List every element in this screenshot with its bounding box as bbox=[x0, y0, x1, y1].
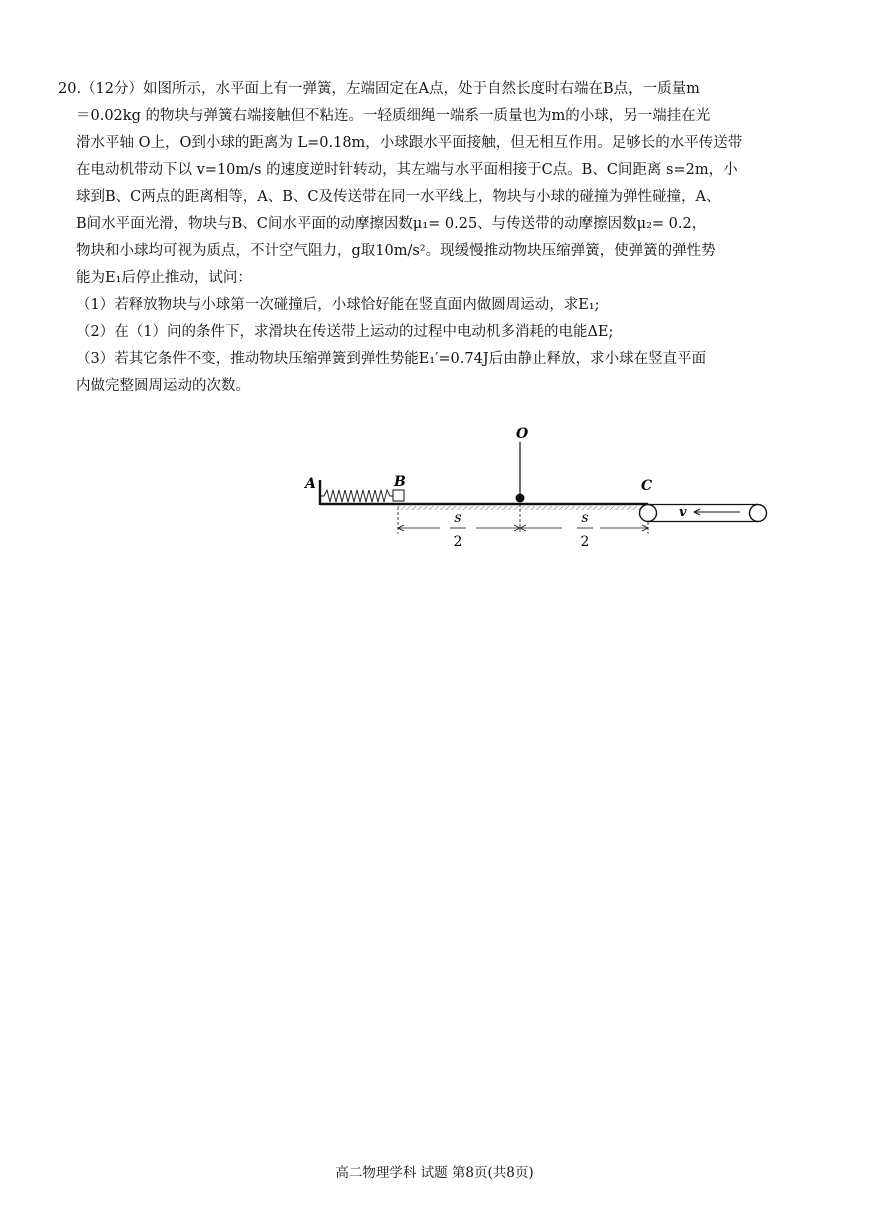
problem-stem-line-6: B间水平面光滑，物块与B、C间水平面的动摩擦因数μ₁= 0.25、与传送带的动摩擦因数μ₂= 0.2， bbox=[76, 216, 707, 232]
problem-stem-line-7: 物块和小球均可视为质点，不计空气阻力，g取10m/s²。现缓慢推动物块压缩弹簧，使弹簧的弹性势 bbox=[76, 243, 716, 259]
label-a: A bbox=[305, 476, 316, 492]
spring bbox=[320, 490, 393, 502]
physics-figure bbox=[300, 418, 780, 558]
question-3-continued: 内做完整圆周运动的次数。 bbox=[76, 378, 250, 394]
label-o: O bbox=[516, 426, 529, 442]
question-3: （3）若其它条件不变，推动物块压缩弹簧到弹性势能E₁′=0.74J后由静止释放，求小球在竖直平面 bbox=[76, 351, 707, 367]
label-c: C bbox=[641, 478, 653, 494]
problem-stem-line-4: 在电动机带动下以 v=10m/s 的速度逆时针转动，其左端与水平面相接于C点。B、C间距离 s=2m，小 bbox=[76, 162, 738, 178]
label-denominator-right: 2 bbox=[580, 534, 590, 550]
page-footer: 高二物理学科 试题 第8页(共8页) bbox=[335, 1165, 534, 1181]
conveyor-right-pulley bbox=[750, 505, 767, 522]
label-b: B bbox=[394, 474, 406, 490]
ball bbox=[516, 494, 525, 503]
question-2: （2）在（1）问的条件下，求滑块在传送带上运动的过程中电动机多消耗的电能ΔE; bbox=[76, 324, 614, 340]
problem-stem-line-1: 20.（12分）如图所示，水平面上有一弹簧，左端固定在A点，处于自然长度时右端在B点，一质量m bbox=[58, 81, 700, 97]
conveyor-left-pulley bbox=[640, 505, 657, 522]
label-s-right: s bbox=[581, 510, 589, 526]
friction-hatch bbox=[398, 506, 648, 510]
problem-stem-line-8: 能为E₁后停止推动，试问： bbox=[76, 270, 252, 286]
question-1: （1）若释放物块与小球第一次碰撞后，小球恰好能在竖直面内做圆周运动，求E₁; bbox=[76, 297, 600, 313]
problem-20 bbox=[58, 76, 818, 400]
block bbox=[393, 490, 404, 501]
label-v: v bbox=[679, 505, 687, 520]
problem-stem-line-5: 球到B、C两点的距离相等，A、B、C及传送带在同一水平线上，物块与小球的碰撞为弹性碰撞，A、 bbox=[76, 189, 721, 205]
figure-svg bbox=[300, 418, 780, 558]
label-denominator-left: 2 bbox=[453, 534, 463, 550]
problem-stem-line-2: ＝0.02kg 的物块与弹簧右端接触但不粘连。一轻质细绳一端系一质量也为m的小球，另一端挂在光 bbox=[76, 108, 711, 124]
problem-stem-line-3: 滑水平轴 O上，O到小球的距离为 L=0.18m，小球跟水平面接触，但无相互作用。足够长的水平传送带 bbox=[76, 135, 743, 151]
label-s-left: s bbox=[454, 510, 462, 526]
